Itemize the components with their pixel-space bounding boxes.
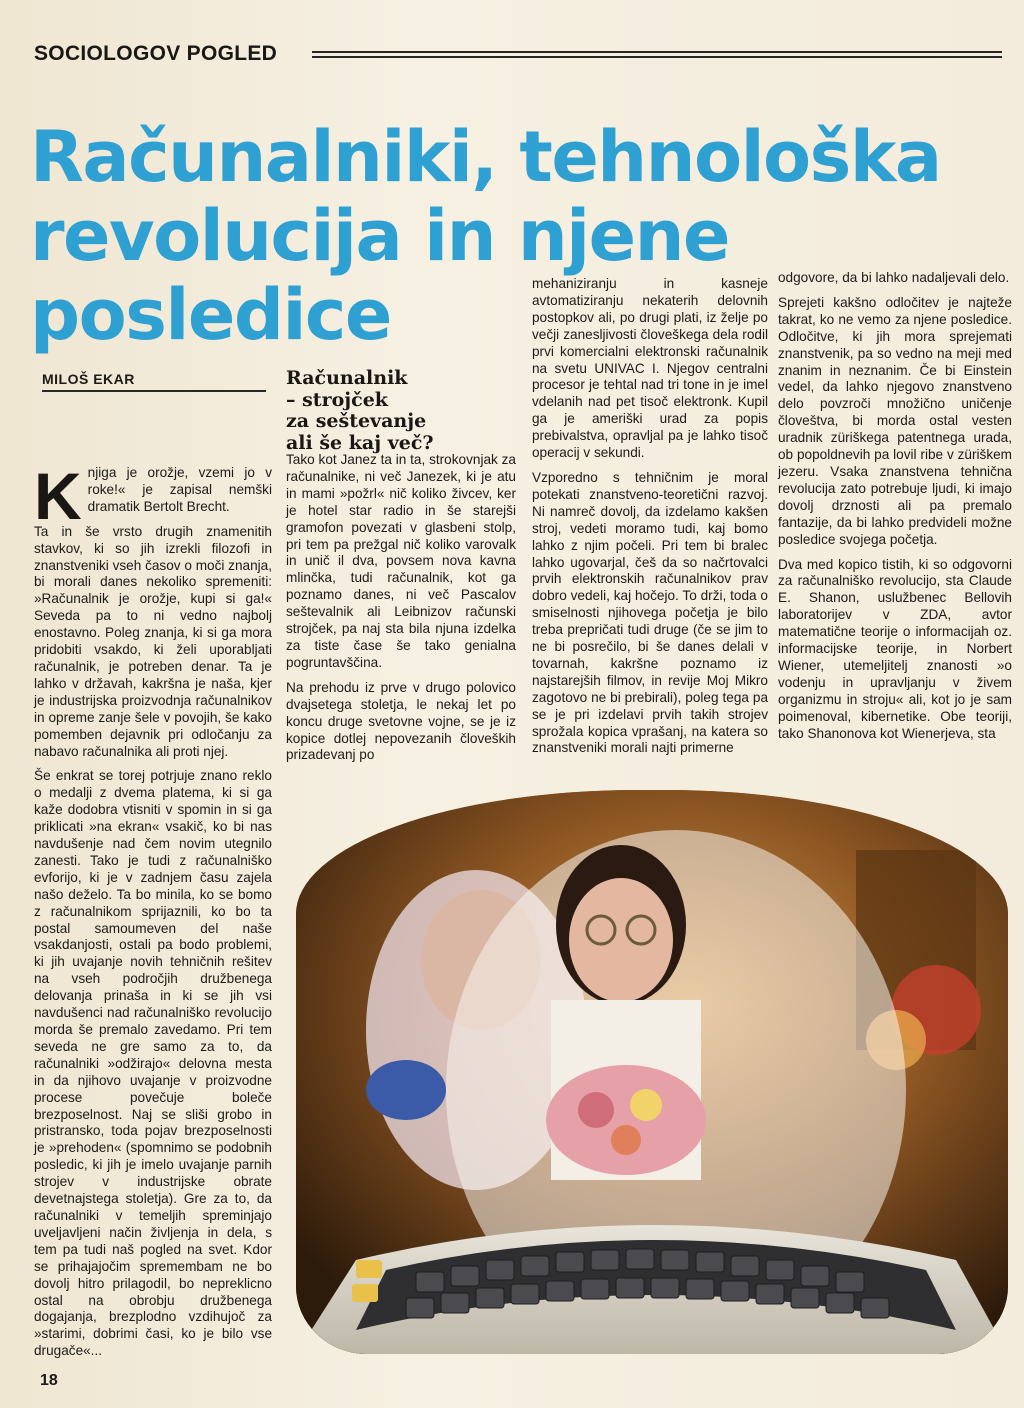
- body-paragraph: Še enkrat se torej potrjuje znano reklo o medalji z dvema platema, ki si ga kaže dodobra vtisniti v spomin in si ga priklicati »na ekran« vsakič, ko bi nas navdušenje nad čem novim utegnilo zanesti. Tako je tudi z računalniško evforijo, ki je v zadnjem času zajela našo deželo. Ta bo minila, ko se bomo z računalnikom sprijaznili, ko bo ta postal samoumeven del naše vsakdanjosti, ostali pa bodo problemi, ki jih uvajanje novih tehničnih rešitev na vseh področjih družbenega delovanja prinaša in ki se jih vsi navdušenci nad računalniško revolucijo morda še premalo zavedamo. Pri tem seveda ne gre samo za to, da računalniki »odžirajo« delovna mesta in da njihovo uvajanje v proizvodne procese povečuje boleče brezposelnost. Naj se sliši grobo in pristransko, toda pojav brezposelnosti je »prehoden« (spomnimo se podobnih posledic, ki jih je imelo uvajanje parnih strojev v industrijske obrate devetnajstega stoletja). Gre za to, da računalniki v temeljih spreminjajo uveljavljeni način življenja in dela, s tem pa tudi naš pogled na svet. Kdor se prihajajočim spremembam ne bo dovolj hitro prilagodil, bo nepreklicno ostal na obrobju družbenega dogajanja, brezplodno vzdihujoč za »starimi, dobrimi časi, ko je bilo vse drugače«...: [34, 768, 272, 1359]
- section-header: [34, 40, 1002, 70]
- photo-illustration: [296, 790, 1008, 1354]
- subheading-line: za seštevanje: [286, 410, 427, 432]
- body-paragraph: Na prehodu iz prve v drugo polovico dvajsetega stoletja, le nekaj let po koncu druge svetovne vojne, se je iz kopice dotlej nepovezanih človeških prizadevanj po: [286, 679, 516, 763]
- text-column-1: [34, 459, 273, 1368]
- intro-paragraph: [34, 459, 272, 533]
- body-paragraph: Dva med kopico tistih, ki so odgovorni za računalniško revolucijo, sta Claude E. Shanon, uslužbenec Bellovih laboratorijev v ZDA, avtor matematične teorije o informacijah oz. informacijske teorije, in Norbert Wiener, utemeljitelj znanosti »o vodenju in upravljanju v živem organizmu in stroju« ali, kot jo je sam poimenoval, kibernetike. Obe teoriji, tako Shanonova kot Wienerjeva, sta: [778, 556, 1012, 741]
- page-number: 18: [40, 1372, 58, 1389]
- intro-text: njiga je orožje, vzemi jo v roke!« je zapisal nemški dramatik Bertolt Brecht.: [87, 465, 272, 514]
- text-column-3: [532, 276, 768, 765]
- headline-line: Računalniki, tehnološka: [30, 116, 941, 198]
- body-paragraph: Tako kot Janez ta in ta, strokovnjak za računalnike, ni več Janezek, ki je atu in mami »požrl« nič koliko živcev, ker je hotel star radio in še starejši gramofon povezati v glasbeni stolp, pri tem pa prežgal nič koliko varovalk in unič il dva, povsem nova kavna mlinčka, tudi računalnik, kot ga poznamo danes, ni več Pascalov seštevalnik ali Leibnizov računski strojček, pa naj sta bila njuna izdelka za tiste čase še tako genialna pogruntavščina.: [286, 452, 516, 670]
- subheading-line: Računalnik: [286, 367, 408, 389]
- subheading: [286, 368, 466, 454]
- text-column-4: [778, 270, 1012, 750]
- subheading-line: ali še kaj več?: [286, 431, 434, 454]
- body-paragraph: Sprejeti kakšno odločitev je najteže takrat, ko ne vemo za njene posledice. Odločitve, ki jih mora sprejemati znanstvenik, pa so vedno na meji med znanim in neznanim. Če bi Einstein vedel, da lahko njegovo znanstveno delo povzroči množično uničenje človeštva, bi morda ostal vesten uradnik züriškega patentnega urada, ob popoldnevih pa lovil ribe v züriškem jezeru. Vsaka znanstvena tehnična revolucija zato potrebuje ljudi, ki imajo dovolj drznosti ali pa premalo fantazije, da bi lahko predvideli možne posledice svojega početja.: [778, 294, 1012, 547]
- text-column-2: [286, 452, 516, 772]
- drop-cap: K: [34, 459, 82, 533]
- body-paragraph: Vzporedno s tehničnim je moral potekati znanstveno-teoretični razvoj. Ni namreč dovolj, da izdelamo kakšen stroj, vedeti moramo tudi, kaj bomo lahko z njim počeli. Pri tem bi bralec lahko ugovarjal, češ da so načrtovalci prvih elektronskih računalnikov prav dobro vedeli, kaj hočejo. To drži, toda o smiselnosti njihovega početja je bilo treba prepričati tudi druge (če se jim to ne bi posrečilo, bi še danes delali v tovarnah, kakršne poznamo iz najstarejših filmov, in revije Moj Mikro zagotovo ne bi prebirali), poleg tega pa se je pri izdelavi prvih takih strojev sprožala kopica vprašanj, na katera so znanstveniki morali najti primerne: [532, 469, 768, 756]
- byline-rule: [42, 390, 266, 392]
- header-rule: [312, 51, 1002, 61]
- headline-line: revolucija in njene: [30, 195, 729, 277]
- section-label: SOCIOLOGOV POGLED: [34, 42, 278, 65]
- headline-line: posledice: [30, 274, 391, 356]
- subheading-line: – strojček: [286, 388, 388, 411]
- body-paragraph: odgovore, da bi lahko nadaljevali delo.: [778, 270, 1010, 285]
- author-byline: MILOŠ EKAR: [42, 371, 135, 387]
- body-paragraph: Ta in še vrsto drugih znamenitih stavkov, ki so jih izrekli filozofi in znanstveniki vseh časov o moči znanja, bi morali danes nekoliko spremeniti: »Računalnik je orožje, kupi si ga!« Seveda pa to ni vedno najbolj enostavno. Poleg znanja, ki si ga mora pridobiti vsakdo, ki želi uporabljati računalnik, je potreben denar. Ta je lahko v državah, kakršna je naša, kjer je industrijska proizvodnja računalnikov in opreme zanje šele v povojih, še kako pomemben dejavnik pri odločanju za nabavo računalnika ali proti njej.: [34, 523, 273, 759]
- article-photo: [296, 790, 1008, 1354]
- body-paragraph: mehaniziranju in kasneje avtomatiziranju nekaterih delovnih postopkov ali, po drugi plati, iz želje po večji zanesljivosti človeškega dela rodil prvi komercialni elektronski računalnik na svetu UNIVAC I. Njegov centralni procesor je tehtal nad tri tone in je imel vdelanih nad pet tisoč elektronk. Kupil ga je ameriški urad za popis prebivalstva, opravljal pa je lahko tisoč operacij v sekundi.: [532, 276, 768, 461]
